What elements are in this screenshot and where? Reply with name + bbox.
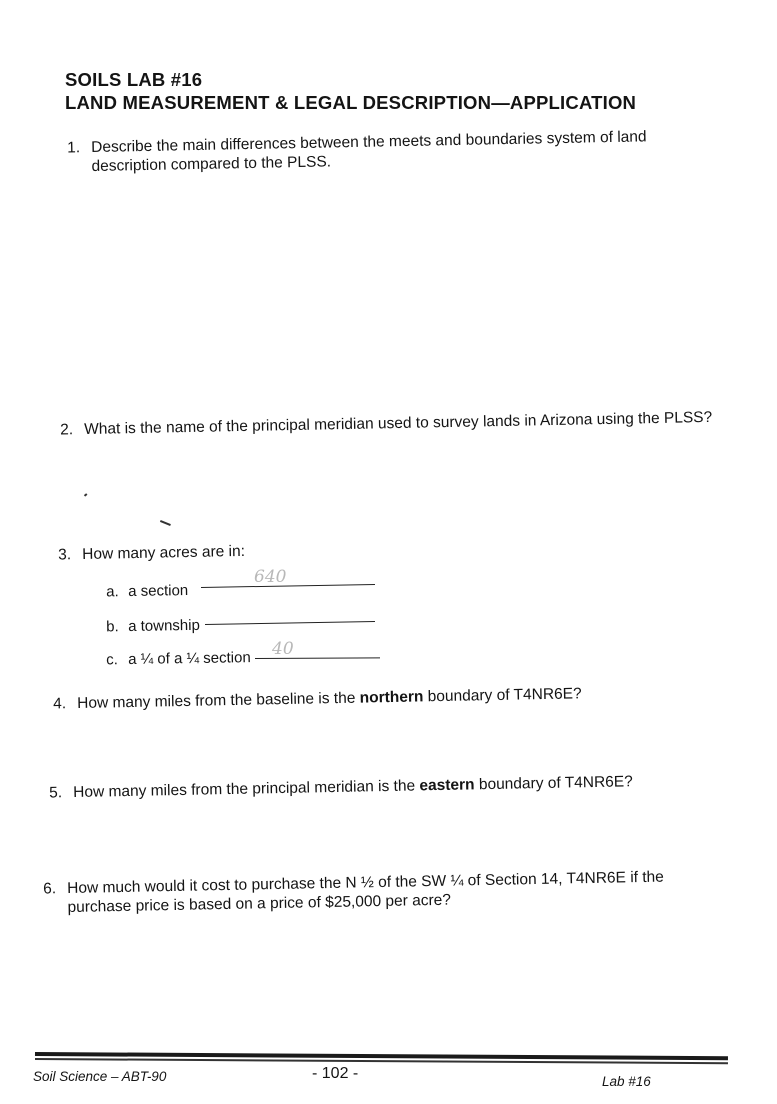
answer-line-a [201,584,375,588]
question-number: 5. [49,784,63,802]
question-text: What is the name of the principal meridian used to survey lands in Arizona using the PLSS? [84,408,713,438]
item-letter: a. [106,583,119,601]
handwritten-answer-a: 640 [254,567,287,587]
question-emphasis: eastern [419,776,475,795]
item-letter: b. [106,618,119,636]
question-3 [58,542,246,564]
question-number: 3. [58,546,72,564]
question-number: 1. [67,139,81,157]
question-text: How many miles from the baseline is the [77,689,360,712]
question-3b [106,616,200,636]
item-label: a township [128,616,200,635]
worksheet-header [65,68,636,114]
stray-pen-mark [160,520,171,526]
question-number: 6. [43,880,57,898]
lab-subtitle: LAND MEASUREMENT & LEGAL DESCRIPTION—APPLICATION [65,92,637,113]
question-text-continued: purchase price is based on a price of $25,000 per acre? [67,891,452,916]
question-text: How many acres are in: [82,542,246,563]
handwritten-answer-c: 40 [272,639,294,659]
question-5 [49,772,633,802]
question-number: 2. [60,421,74,439]
answer-line-b [205,621,375,625]
item-label: a section [128,582,189,600]
question-3a [106,581,189,601]
question-2 [60,408,713,439]
item-label: a ¼ of a ¼ section [128,649,251,668]
question-3c [106,648,251,669]
lab-title: SOILS LAB #16 [65,69,203,90]
question-text: How many miles from the principal meridian is the [73,777,420,801]
question-1 [67,127,647,176]
question-emphasis: northern [359,688,424,707]
question-text: Describe the main differences between the meets and boundaries system of land [91,128,647,156]
question-6 [43,868,665,917]
question-text: How much would it cost to purchase the N ½ of the SW ¼ of Section 14, T4NR6E if the [67,868,665,897]
footer-course: Soil Science – ABT-90 [33,1069,167,1084]
question-text-continued: description compared to the PLSS. [91,153,332,175]
question-text-end: boundary of T4NR6E? [474,773,633,794]
stray-pen-mark [84,493,87,496]
question-text-end: boundary of T4NR6E? [423,685,582,706]
footer-lab: Lab #16 [602,1074,651,1089]
item-letter: c. [106,651,118,669]
page-number: - 102 - [312,1065,359,1082]
question-4 [53,684,582,713]
question-number: 4. [53,695,67,713]
